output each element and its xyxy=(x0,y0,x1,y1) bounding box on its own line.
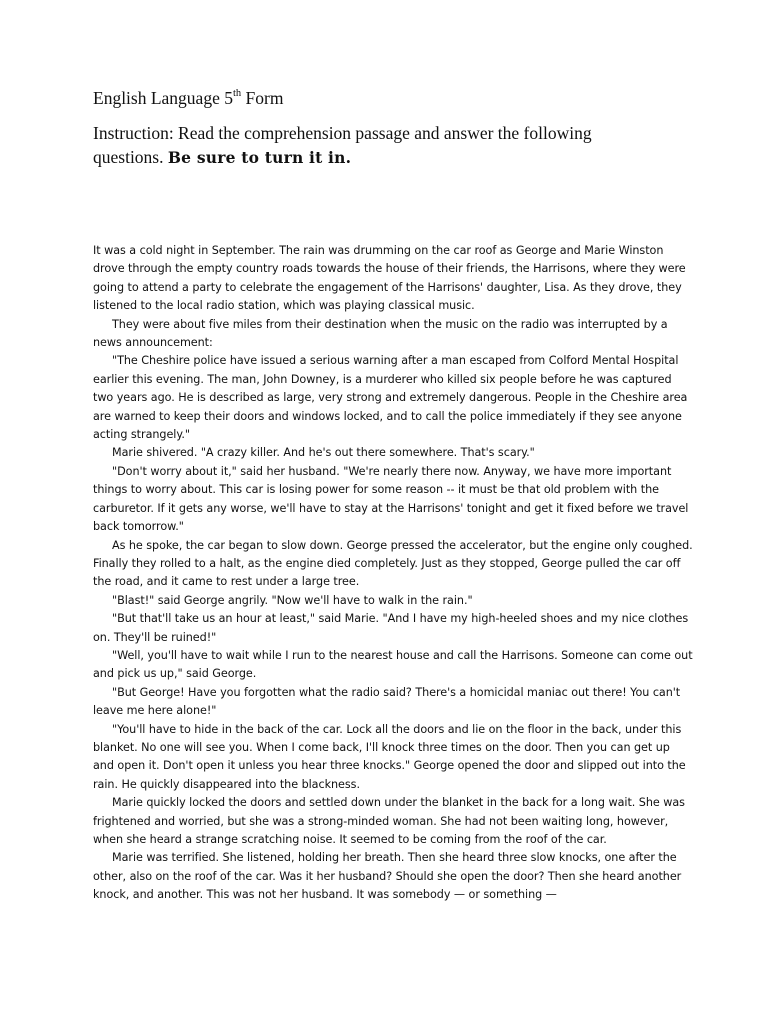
passage-paragraph: Marie was terrified. She listened, holding her breath. Then she heard three slow knocks, one after the other, also on the roof of the car. Was it her husband? Should she open the door? Then she heard another knock, and another. This was not her husband. It was somebody — or something — xyxy=(93,851,682,902)
passage-paragraph: "But George! Have you forgotten what the radio said? There's a homicidal maniac out there! You can't leave me here alone!" xyxy=(93,685,681,718)
passage-paragraph: It was a cold night in September. The rain was drumming on the car roof as George and Marie Winston drove through the empty country roads towards the house of their friends, the Harrisons, where they were going to attend a party to celebrate the engagement of the Harrisons' daughter, Lisa. As they drove, they listened to the local radio station, which was playing classical music. xyxy=(93,244,686,313)
passage-paragraph: "You'll have to hide in the back of the car. Lock all the doors and lie on the floor in the back, under this blanket. No one will see you. When I come back, I'll knock three times on the door. Then you can get up and open it. Don't open it unless you hear three knocks." George opened the door and slipped out into the rain. He quickly disappeared into the blackness. xyxy=(93,722,686,791)
passage-paragraph: They were about five miles from their destination when the music on the radio was interrupted by a news announcement: xyxy=(93,317,668,350)
title-superscript: th xyxy=(232,88,242,100)
passage-paragraph: "Blast!" said George angrily. "Now we'll have to walk in the rain." xyxy=(112,593,473,607)
passage-paragraph: "The Cheshire police have issued a serious warning after a man escaped from Colford Mental Hospital earlier this evening. The man, John Downey, is a murderer who killed six people before he was captured two years ago. He is described as large, very strong and extremely dangerous. People in the Cheshire area are warned to keep their doors and windows locked, and to call the police immediately if they see anyone acting strangely." xyxy=(93,354,688,442)
passage-paragraph: As he spoke, the car began to slow down. George pressed the accelerator, but the engine only coughed. Finally they rolled to a halt, as the engine died completely. Just as they stopped, George pulled the car off the road, and it came to rest under a large tree. xyxy=(93,538,693,589)
instruction-emphasis: Be sure to turn it in. xyxy=(167,148,352,167)
passage-paragraph: "Don't worry about it," said her husband. "We're nearly there now. Anyway, we have more important things to worry about. This car is losing power for some reason -- it must be that old problem with the carburetor. If it gets any worse, we'll have to stay at the Harrisons' tonight and get it fixed before we travel back tomorrow." xyxy=(93,464,689,534)
document-title xyxy=(93,87,283,109)
passage-paragraph: "But that'll take us an hour at least," said Marie. "And I have my high-heeled shoes and my nice clothes on. They'll be ruined!" xyxy=(93,612,689,644)
title-end: Form xyxy=(241,88,284,108)
title-main: English Language 5 xyxy=(93,88,233,108)
instruction-text xyxy=(93,121,653,170)
passage-paragraph: Marie quickly locked the doors and settled down under the blanket in the back for a long wait. She was frightened and worried, but she was a strong-minded woman. She had not been waiting long, however, when she heard a strange scratching noise. It seemed to be coming from the roof of the car. xyxy=(93,796,685,846)
instruction-body: Instruction: Read the comprehension passage and answer the following questions. xyxy=(93,123,592,167)
passage-paragraph: "Well, you'll have to wait while I run to the nearest house and call the Harrisons. Someone can come out and pick us up," said George. xyxy=(93,648,693,681)
comprehension-passage xyxy=(93,242,693,905)
passage-paragraph: Marie shivered. "A crazy killer. And he's out there somewhere. That's scary." xyxy=(112,446,535,460)
